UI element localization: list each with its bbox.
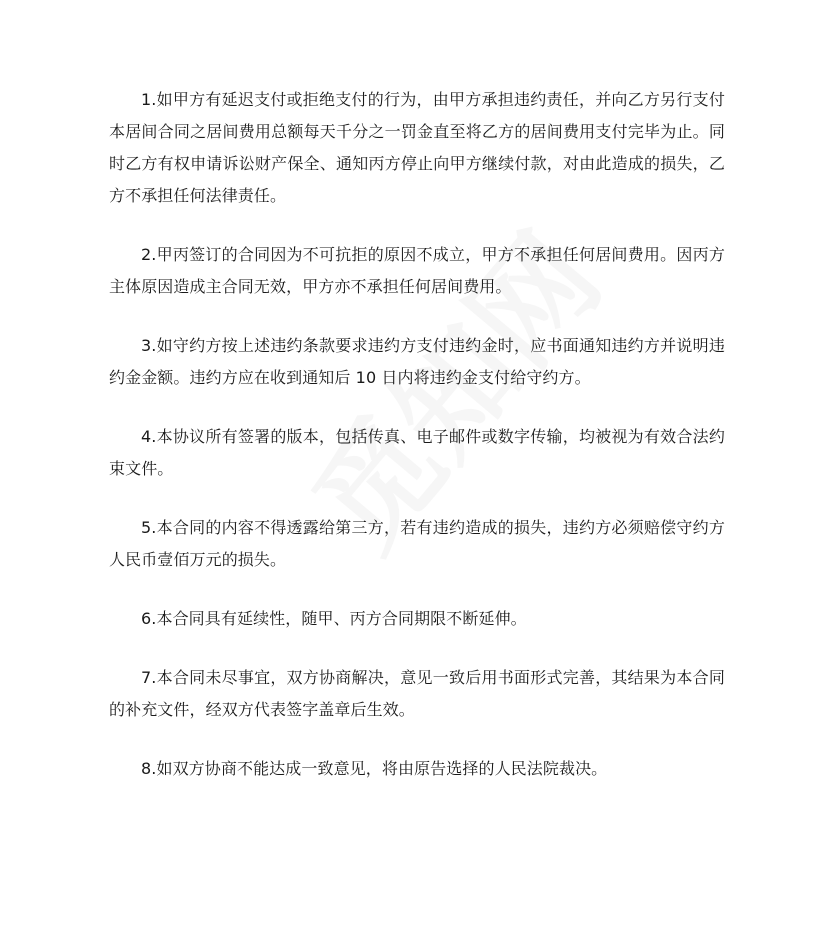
clause-3: 3.如守约方按上述违约条款要求违约方支付违约金时，应书面通知违约方并说明违约金金额。违约方应在收到通知后 10 日内将违约金支付给守约方。 — [109, 336, 725, 387]
clause-2: 2.甲丙签订的合同因为不可抗拒的原因不成立，甲方不承担任何居间费用。因丙方主体原因造成主合同无效，甲方亦不承担任何居间费用。 — [109, 245, 725, 296]
clause-7: 7.本合同未尽事宜，双方协商解决，意见一致后用书面形式完善，其结果为本合同的补充文件，经双方代表签字盖章后生效。 — [109, 668, 725, 719]
clause-5: 5.本合同的内容不得透露给第三方，若有违约造成的损失，违约方必须赔偿守约方人民币壹佰万元的损失。 — [109, 518, 725, 569]
clause-4: 4.本协议所有签署的版本，包括传真、电子邮件或数字传输，均被视为有效合法约束文件。 — [109, 427, 725, 478]
clause-6: 6.本合同具有延续性，随甲、丙方合同期限不断延伸。 — [141, 609, 527, 628]
document-page — [109, 84, 725, 812]
clause-8: 8.如双方协商不能达成一致意见，将由原告选择的人民法院裁决。 — [141, 759, 608, 778]
clause-1: 1.如甲方有延迟支付或拒绝支付的行为，由甲方承担违约责任，并向乙方另行支付本居间合同之居间费用总额每天千分之一罚金直至将乙方的居间费用支付完毕为止。同时乙方有权申请诉讼财产保全、通知丙方停止向甲方继续付款，对由此造成的损失，乙方不承担任何法律责任。 — [109, 90, 725, 205]
